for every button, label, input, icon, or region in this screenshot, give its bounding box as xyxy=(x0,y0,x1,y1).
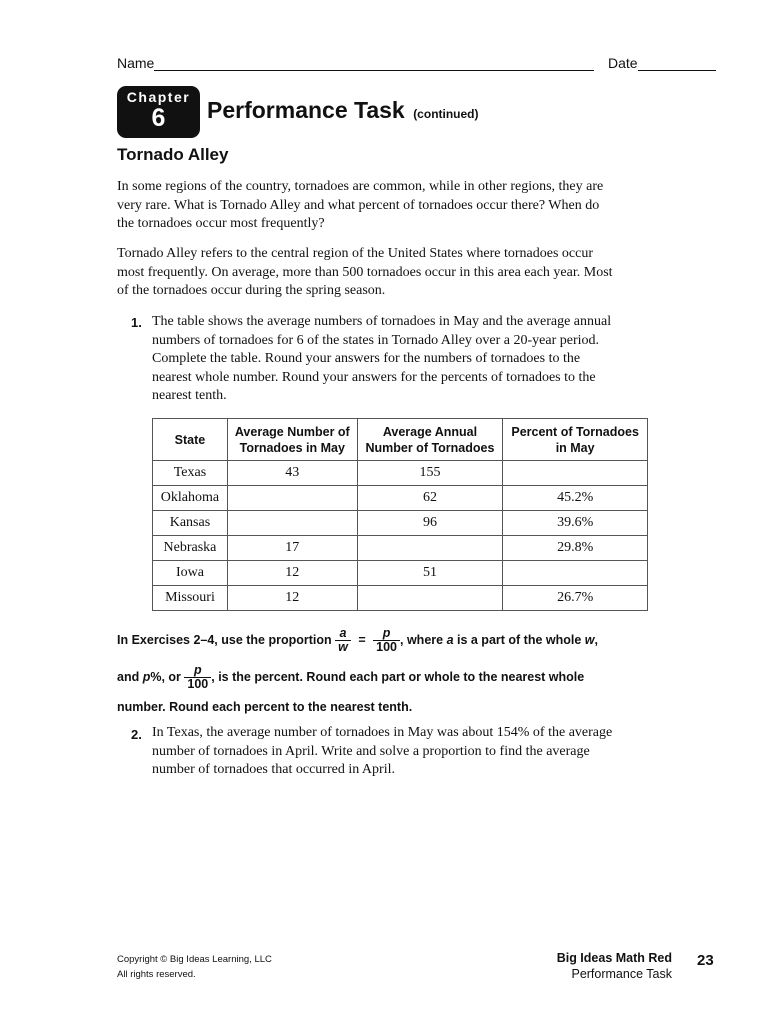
cell-annual[interactable]: 51 xyxy=(357,561,503,586)
text-line: number of tornadoes in April. Write and solve a proportion to find the average xyxy=(152,743,590,759)
table-row xyxy=(153,486,648,511)
table-row xyxy=(153,536,648,561)
text-line: of the tornadoes occur during the spring season. xyxy=(117,283,386,298)
question-1-number: 1. xyxy=(131,315,142,330)
text-line: nearest whole number. Round your answers for the percents of tornadoes to the xyxy=(152,369,596,385)
question-1-text xyxy=(152,313,712,406)
table-row xyxy=(153,561,648,586)
title-main: Performance Task xyxy=(207,97,405,123)
cell-percent[interactable] xyxy=(503,461,648,486)
table-row xyxy=(153,461,648,486)
cell-percent[interactable]: 39.6% xyxy=(503,511,648,536)
fraction-p-over-100: $\frac{p}{100}$ xyxy=(373,627,400,654)
cell-state: Kansas xyxy=(153,511,228,536)
cell-may[interactable] xyxy=(227,486,357,511)
chapter-badge xyxy=(117,86,200,138)
table-header-row xyxy=(153,419,648,461)
cell-state: Oklahoma xyxy=(153,486,228,511)
text-line: Tornado Alley refers to the central region of the United States where tornadoes occur xyxy=(117,246,594,261)
answer-area[interactable] xyxy=(152,790,712,930)
cell-annual[interactable]: 96 xyxy=(357,511,503,536)
cell-percent[interactable]: 29.8% xyxy=(503,536,648,561)
cell-state: Texas xyxy=(153,461,228,486)
cell-percent[interactable]: 45.2% xyxy=(503,486,648,511)
chapter-number: 6 xyxy=(151,104,166,132)
text-line: most frequently. On average, more than 500 tornadoes occur in this area each year. Most xyxy=(117,264,613,280)
text-line: number of tornadoes that occurred in April. xyxy=(152,762,395,777)
page-number: 23 xyxy=(697,952,714,969)
instructions-line-3: number. Round each percent to the nearest tenth. xyxy=(117,700,413,714)
cell-may[interactable]: 12 xyxy=(227,561,357,586)
instructions-line-2: and p%, or $\frac{p}{100}$ , is the percent. Round each part or whole to the nearest whole xyxy=(117,663,585,691)
cell-state: Missouri xyxy=(153,586,228,611)
date-field[interactable] xyxy=(638,54,716,71)
cell-may[interactable]: 12 xyxy=(227,586,357,611)
cell-state: Nebraska xyxy=(153,536,228,561)
header-annual: Average Annual Number of Tornadoes xyxy=(357,419,503,461)
question-2-number: 2. xyxy=(131,727,142,742)
header-state: State xyxy=(153,419,228,461)
text-line: In Texas, the average number of tornadoes in May was about 154% of the average xyxy=(152,725,613,740)
intro-paragraph-1 xyxy=(117,178,717,234)
fraction-a-over-w: $\frac{a}{w}$ xyxy=(335,627,351,654)
instructions-line-1: In Exercises 2–4, use the proportion $\frac{a}{w}$ = $\frac{p}{100}$ , where a is a part of the whole w, xyxy=(117,626,599,654)
text-line: the tornadoes occur most frequently? xyxy=(117,216,325,231)
text-line: In some regions of the country, tornadoes are common, while in other regions, they are xyxy=(117,179,604,194)
intro-paragraph-2 xyxy=(117,245,717,301)
chapter-label: Chapter xyxy=(126,89,191,105)
footer-section: Performance Task xyxy=(571,967,672,981)
cell-annual[interactable] xyxy=(357,536,503,561)
page-title xyxy=(207,97,479,124)
cell-annual[interactable]: 155 xyxy=(357,461,503,486)
cell-percent[interactable] xyxy=(503,561,648,586)
cell-annual[interactable] xyxy=(357,586,503,611)
section-title: Tornado Alley xyxy=(117,145,229,164)
name-label: Name xyxy=(117,55,155,71)
text-line: The table shows the average numbers of tornadoes in May and the average annual xyxy=(152,314,612,329)
fraction-p-over-100-b: $\frac{p}{100}$ xyxy=(184,664,211,691)
footer-book-title: Big Ideas Math Red xyxy=(556,951,672,965)
header-percent: Percent of Tornadoes in May xyxy=(503,419,648,461)
title-suffix: (continued) xyxy=(413,107,479,121)
date-label: Date xyxy=(608,55,638,71)
footer-copyright: Copyright © Big Ideas Learning, LLC xyxy=(117,954,272,965)
text-line: nearest tenth. xyxy=(152,388,227,403)
cell-state: Iowa xyxy=(153,561,228,586)
name-field[interactable] xyxy=(154,54,594,71)
cell-percent[interactable]: 26.7% xyxy=(503,586,648,611)
question-2-text xyxy=(152,724,712,780)
cell-may[interactable]: 17 xyxy=(227,536,357,561)
table-row xyxy=(153,586,648,611)
cell-may[interactable] xyxy=(227,511,357,536)
cell-may[interactable]: 43 xyxy=(227,461,357,486)
text-line: very rare. What is Tornado Alley and what percent of tornadoes occur there? When do xyxy=(117,197,600,213)
header-may: Average Number of Tornadoes in May xyxy=(227,419,357,461)
cell-annual[interactable]: 62 xyxy=(357,486,503,511)
tornado-table xyxy=(152,418,648,611)
text-line: numbers of tornadoes for 6 of the states in Tornado Alley over a 20-year period. xyxy=(152,332,600,348)
text-line: Complete the table. Round your answers for the numbers of tornadoes to the xyxy=(152,351,581,366)
footer-rights: All rights reserved. xyxy=(117,969,196,980)
table-row xyxy=(153,511,648,536)
